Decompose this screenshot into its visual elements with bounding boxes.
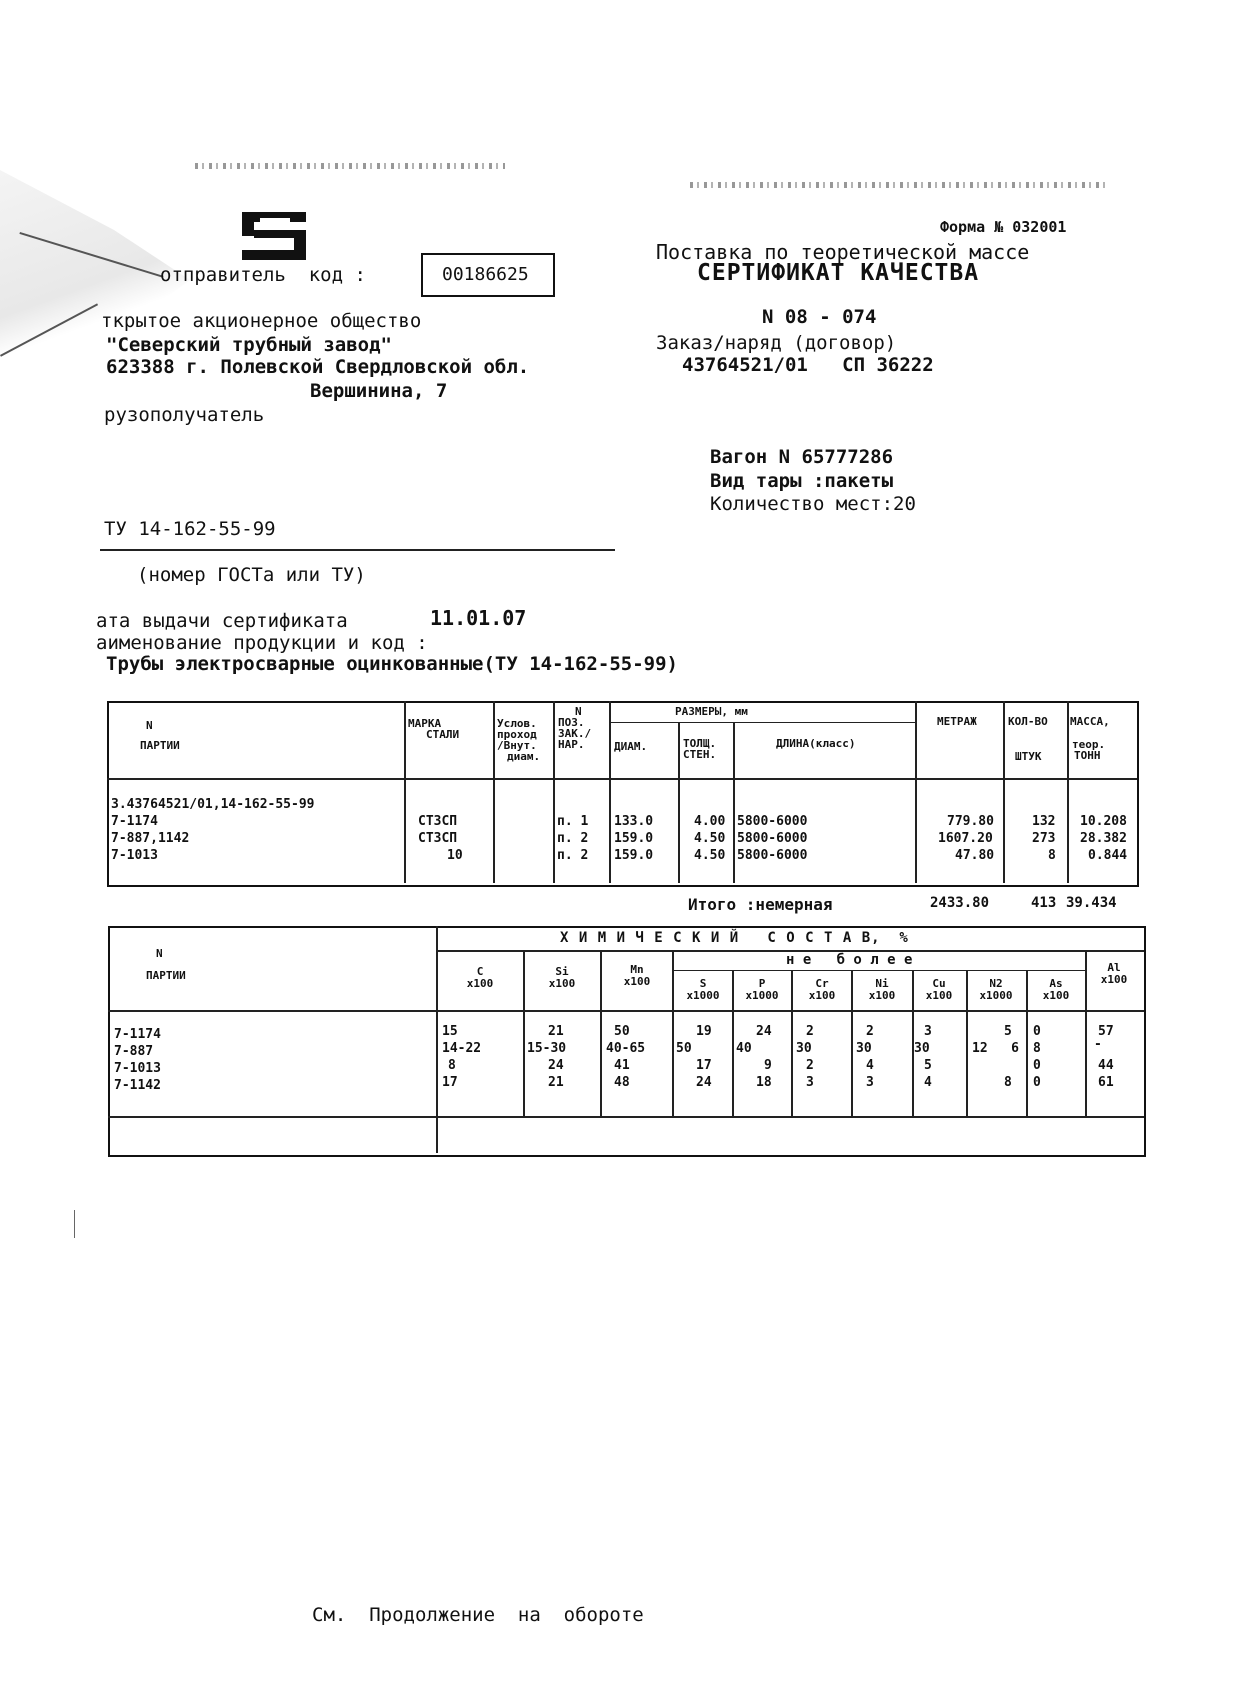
hdr-wall-1: ТОЛЩ. bbox=[683, 737, 717, 750]
hdr-pos-3: ЗАК./ bbox=[558, 727, 592, 740]
chem-party: ПАРТИИ bbox=[146, 969, 186, 982]
cell-diam: 133.0 bbox=[614, 814, 654, 829]
chem-col-header: S x1000 bbox=[686, 977, 720, 1002]
col-divider bbox=[672, 950, 674, 1116]
hdr-party: ПАРТИИ bbox=[140, 739, 180, 752]
cell-diam: 159.0 bbox=[614, 848, 654, 863]
chem-value: 3 bbox=[866, 1075, 874, 1090]
sender-line-1: ткрытое акционерное общество bbox=[101, 310, 422, 332]
chem-value: 12 6 bbox=[972, 1041, 1019, 1056]
chem-value: 8 bbox=[1004, 1075, 1012, 1090]
total-label: Итого :немерная bbox=[688, 895, 833, 914]
issue-date-label: ата выдачи сертификата bbox=[96, 610, 348, 632]
package-type: Вид тары :пакеты bbox=[710, 470, 894, 492]
factory-logo-icon bbox=[240, 210, 310, 260]
chem-value: 14-22 bbox=[442, 1041, 482, 1056]
chem-col-header: C x100 bbox=[466, 965, 494, 990]
chem-value: 30 bbox=[914, 1041, 930, 1056]
chem-value: - bbox=[1094, 1037, 1102, 1052]
sender-code: 00186625 bbox=[442, 264, 529, 285]
party-line: 7-887,1142 bbox=[111, 831, 190, 846]
recipient-label: рузополучатель bbox=[104, 404, 265, 426]
col-divider bbox=[553, 701, 555, 883]
col-divider bbox=[733, 722, 735, 883]
cell-mass: 10.208 bbox=[1080, 814, 1127, 829]
cell-qty: 273 bbox=[1032, 831, 1056, 846]
hdr-diam: ДИАМ. bbox=[614, 740, 648, 753]
issue-date-value: 11.01.07 bbox=[430, 606, 527, 630]
cell-diam: 159.0 bbox=[614, 831, 654, 846]
product-value: Трубы электросварные оцинкованные(ТУ 14-162-55-99) bbox=[106, 653, 678, 675]
cell-qty: 132 bbox=[1032, 814, 1056, 829]
chem-value: 2 bbox=[866, 1024, 874, 1039]
tu-caption: (номер ГОСТа или ТУ) bbox=[137, 564, 366, 586]
chem-value: 5 bbox=[1004, 1024, 1012, 1039]
chem-value: 21 bbox=[548, 1075, 564, 1090]
chem-value: 57 bbox=[1098, 1024, 1114, 1039]
chem-col-header: N2 x1000 bbox=[979, 977, 1013, 1002]
chem-value: 0 bbox=[1033, 1058, 1041, 1073]
chem-party-name: 7-887 bbox=[114, 1044, 154, 1059]
hdr-sizes: РАЗМЕРЫ, мм bbox=[675, 705, 748, 718]
form-number: Форма № 032001 bbox=[940, 218, 1067, 236]
cell-grade: 10 bbox=[447, 848, 463, 863]
sender-line-2: "Северский трубный завод" bbox=[106, 334, 392, 356]
hdr-qty-1: КОЛ-ВО bbox=[1008, 715, 1048, 728]
chem-value: 50 bbox=[676, 1041, 692, 1056]
batches-header-divider bbox=[107, 778, 1137, 780]
party-line: 3.43764521/01,14-162-55-99 bbox=[111, 797, 315, 812]
sizes-subheader-divider bbox=[610, 722, 916, 723]
order-label: Заказ/наряд (договор) bbox=[656, 332, 897, 354]
chem-title: Х И М И Ч Е С К И Й С О С Т А В, % bbox=[560, 930, 909, 946]
places-count: Количество мест:20 bbox=[710, 493, 916, 515]
cell-pos: п. 2 bbox=[557, 848, 589, 863]
chem-value: 48 bbox=[614, 1075, 630, 1090]
chem-value: 41 bbox=[614, 1058, 630, 1073]
hdr-cond-2: проход bbox=[497, 728, 537, 741]
hdr-mass-3: ТОНН bbox=[1074, 749, 1101, 762]
chem-col-header: Cr x100 bbox=[808, 977, 836, 1002]
hdr-length: ДЛИНА(класс) bbox=[776, 737, 856, 750]
chem-col-header: Mn x100 bbox=[623, 963, 651, 988]
total-qty: 413 bbox=[1031, 895, 1057, 911]
chem-value: 61 bbox=[1098, 1075, 1114, 1090]
chem-value: 5 bbox=[924, 1058, 932, 1073]
col-divider bbox=[915, 701, 917, 883]
col-divider bbox=[678, 722, 680, 883]
chem-value: 24 bbox=[696, 1075, 712, 1090]
chem-value: 0 bbox=[1033, 1024, 1041, 1039]
page-title: СЕРТИФИКАТ КАЧЕСТВА bbox=[697, 260, 980, 286]
col-divider bbox=[523, 950, 525, 1116]
hdr-pos-2: ПОЗ. bbox=[558, 716, 585, 729]
hdr-wall-2: СТЕН. bbox=[683, 748, 717, 761]
chem-value: 17 bbox=[696, 1058, 712, 1073]
chem-value: 3 bbox=[924, 1024, 932, 1039]
hdr-mass-1: МАССА, bbox=[1070, 715, 1110, 728]
scan-noise-right bbox=[690, 182, 1110, 188]
chem-col-header: Ni x100 bbox=[868, 977, 896, 1002]
chem-value: 9 bbox=[764, 1058, 772, 1073]
col-divider bbox=[493, 701, 495, 883]
hdr-pos-1: N bbox=[575, 705, 582, 718]
chem-subtitle-divider bbox=[672, 970, 1086, 971]
hdr-party-n: N bbox=[146, 719, 153, 732]
chem-col-header: Si x100 bbox=[548, 965, 576, 990]
cell-meters: 779.80 bbox=[947, 814, 994, 829]
chem-party-n: N bbox=[156, 947, 163, 960]
chem-col-header: P x1000 bbox=[745, 977, 779, 1002]
chem-value: 17 bbox=[442, 1075, 458, 1090]
sender-line-3: 623388 г. Полевской Свердловской обл. bbox=[106, 356, 530, 378]
hdr-cond-1: Услов. bbox=[497, 717, 537, 730]
certificate-number: N 08 - 074 bbox=[762, 306, 877, 328]
chem-value: 44 bbox=[1098, 1058, 1114, 1073]
chem-value: 4 bbox=[924, 1075, 932, 1090]
chem-value: 18 bbox=[756, 1075, 772, 1090]
continued-note: См. Продолжение на обороте bbox=[312, 1604, 644, 1626]
cell-wall: 4.50 bbox=[694, 831, 726, 846]
cell-grade: СТ3СП bbox=[418, 831, 458, 846]
chem-value: 0 bbox=[1033, 1075, 1041, 1090]
cell-length: 5800-6000 bbox=[737, 831, 808, 846]
chem-value: 21 bbox=[548, 1024, 564, 1039]
hdr-cond-3: /Внут. bbox=[497, 739, 537, 752]
hdr-mass-2: теор. bbox=[1072, 738, 1106, 751]
wagon-number: Вагон N 65777286 bbox=[710, 446, 894, 468]
cell-mass: 28.382 bbox=[1080, 831, 1127, 846]
cell-mass: 0.844 bbox=[1088, 848, 1128, 863]
cell-wall: 4.00 bbox=[694, 814, 726, 829]
chem-value: 2 bbox=[806, 1058, 814, 1073]
col-divider bbox=[404, 701, 406, 883]
chem-body-divider bbox=[108, 1116, 1144, 1118]
chem-party-name: 7-1142 bbox=[114, 1078, 161, 1093]
hdr-pos-4: НАР. bbox=[558, 738, 585, 751]
chem-col-header: Al x100 bbox=[1100, 961, 1128, 986]
chem-value: 24 bbox=[756, 1024, 772, 1039]
sender-label: отправитель код : bbox=[160, 264, 366, 286]
hdr-meters: МЕТРАЖ bbox=[937, 715, 977, 728]
chem-col-header: Cu x100 bbox=[925, 977, 953, 1002]
chem-value: 2 bbox=[806, 1024, 814, 1039]
chem-value: 3 bbox=[806, 1075, 814, 1090]
chem-value: 15 bbox=[442, 1024, 458, 1039]
cell-length: 5800-6000 bbox=[737, 814, 808, 829]
cell-meters: 47.80 bbox=[955, 848, 995, 863]
order-value: 43764521/01 СП 36222 bbox=[682, 354, 934, 376]
chem-col-header: As x100 bbox=[1042, 977, 1070, 1002]
hdr-grade-1: МАРКА bbox=[408, 717, 442, 730]
col-divider bbox=[1003, 701, 1005, 883]
col-divider bbox=[600, 950, 602, 1116]
col-divider bbox=[1067, 701, 1069, 883]
hdr-grade-2: СТАЛИ bbox=[426, 728, 460, 741]
chem-party-name: 7-1013 bbox=[114, 1061, 161, 1076]
tu-number: ТУ 14-162-55-99 bbox=[104, 518, 276, 540]
sender-line-4: Вершинина, 7 bbox=[310, 380, 448, 402]
hdr-qty-2: ШТУК bbox=[1015, 750, 1042, 763]
hdr-cond-4: диам. bbox=[507, 750, 541, 763]
chem-value: 40-65 bbox=[606, 1041, 646, 1056]
chem-value: 8 bbox=[448, 1058, 456, 1073]
cell-meters: 1607.20 bbox=[938, 831, 993, 846]
scan-noise-left bbox=[195, 163, 505, 169]
chem-value: 30 bbox=[796, 1041, 812, 1056]
total-mass: 39.434 bbox=[1066, 895, 1117, 911]
total-meters: 2433.80 bbox=[930, 895, 990, 911]
chem-subtitle: н е б о л е е bbox=[786, 952, 913, 968]
cell-pos: п. 1 bbox=[557, 814, 589, 829]
chem-party-name: 7-1174 bbox=[114, 1027, 161, 1042]
supply-type: Поставка по теоретической массе bbox=[656, 240, 1030, 264]
cell-grade: СТ3СП bbox=[418, 814, 458, 829]
col-divider bbox=[609, 701, 611, 883]
cell-pos: п. 2 bbox=[557, 831, 589, 846]
product-label: аименование продукции и код : bbox=[96, 632, 428, 654]
chem-value: 8 bbox=[1033, 1041, 1041, 1056]
chem-value: 50 bbox=[614, 1024, 630, 1039]
party-line: 7-1174 bbox=[111, 814, 158, 829]
chem-value: 4 bbox=[866, 1058, 874, 1073]
chem-value: 40 bbox=[736, 1041, 752, 1056]
cell-length: 5800-6000 bbox=[737, 848, 808, 863]
margin-mark bbox=[74, 1210, 75, 1238]
chem-value: 19 bbox=[696, 1024, 712, 1039]
party-line: 7-1013 bbox=[111, 848, 158, 863]
chem-header-divider bbox=[108, 1010, 1144, 1012]
chem-value: 15-30 bbox=[527, 1041, 567, 1056]
cell-qty: 8 bbox=[1048, 848, 1056, 863]
cell-wall: 4.50 bbox=[694, 848, 726, 863]
chem-party-divider bbox=[436, 926, 438, 1153]
chem-value: 30 bbox=[856, 1041, 872, 1056]
chem-value: 24 bbox=[548, 1058, 564, 1073]
tu-underline bbox=[100, 549, 615, 551]
